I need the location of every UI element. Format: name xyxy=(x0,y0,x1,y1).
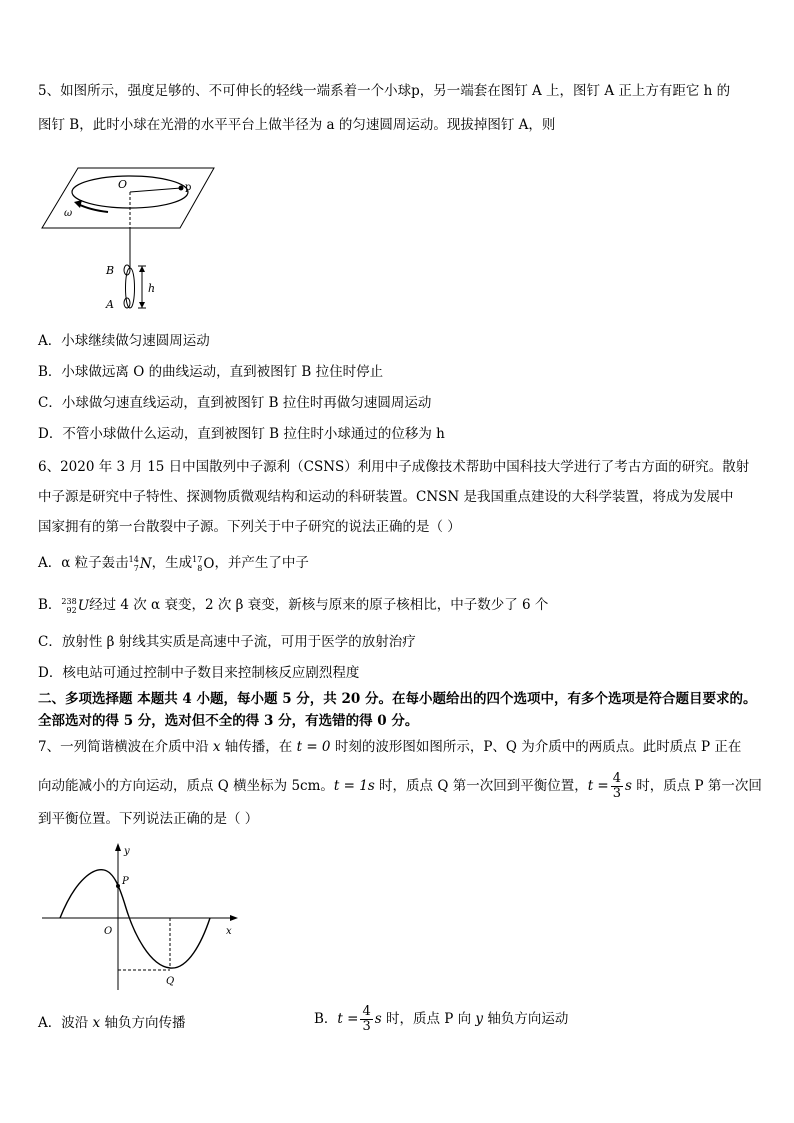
label-x: x xyxy=(226,926,232,937)
section2-line2: 全部选对的得 5 分，选对但不全的得 3 分，有选错的得 0 分。 xyxy=(38,713,419,729)
q7-line3: 到平衡位置。下列说法正确的是（ ） xyxy=(38,811,259,827)
q6-option-c: C．放射性 β 射线其实质是高速中子流，可用于医学的放射治疗 xyxy=(38,634,416,650)
q5-option-b: B．小球做远离 O 的曲线运动，直到被图钉 B 拉住时停止 xyxy=(38,364,384,380)
fraction-4-3: $\frac{4}{3}$ xyxy=(612,771,622,801)
q7-line2: 向动能减小的方向运动，质点 Q 横坐标为 5cm。t = 1s 时，质点 Q 第一次回到平衡位置，t = $\frac{4}{3}$ s 时，质点 P 第一次回 xyxy=(38,771,762,801)
fraction-4-3-b: $\frac{4}{3}$ xyxy=(362,1004,371,1034)
q6-line2: 中子源是研究中子特性、探测物质微观结构和运动的科研装置。CNSN 是我国重点建设的大科学装置，将成为发展中 xyxy=(38,489,734,505)
isotope-N14: 14 7 N xyxy=(128,554,152,573)
q6-line3: 国家拥有的第一台散裂中子源。下列关于中子研究的说法正确的是（ ） xyxy=(38,519,461,535)
q7-option-a: A．波沿 x 轴负方向传播 xyxy=(38,1015,186,1031)
label-A: A xyxy=(106,298,114,311)
q7-wave-figure xyxy=(38,838,248,996)
ball-p xyxy=(179,186,184,191)
label-Q: Q xyxy=(166,976,175,987)
q5-option-d: D．不管小球做什么运动，直到被图钉 B 拉住时小球通过的位移为 h xyxy=(38,426,445,442)
label-omega: ω xyxy=(64,208,73,219)
isotope-O17: 17 8 O xyxy=(192,554,215,573)
label-p: p xyxy=(185,182,192,193)
label-y: y xyxy=(124,846,130,857)
q6-option-d: D．核电站可通过控制中子数目来控制核反应剧烈程度 xyxy=(38,665,360,681)
q5-option-c: C．小球做匀速直线运动，直到被图钉 B 拉住时再做匀速圆周运动 xyxy=(38,395,432,411)
platform xyxy=(42,168,214,228)
q7-option-b: B．t = $\frac{4}{3}$ s 时，质点 P 向 y 轴负方向运动 xyxy=(314,1004,569,1034)
omega-arrowhead xyxy=(74,200,82,208)
point-P xyxy=(116,884,120,888)
q5-line1: 5、如图所示，强度足够的、不可伸长的轻线一端系着一个小球p，另一端套在图钉 A 上，图钉 A 正上方有距它 h 的 xyxy=(38,83,731,99)
radius-line xyxy=(130,188,181,192)
q5-line2: 图钉 B，此时小球在光滑的水平平台上做半径为 a 的匀速圆周运动。现拔掉图钉 A，则 xyxy=(38,117,556,133)
wave-curve xyxy=(60,870,210,968)
isotope-U238: 238 92 U xyxy=(61,596,90,615)
label-O: O xyxy=(118,178,128,191)
section2-line1: 二、多项选择题 本题共 4 小题，每小题 5 分，共 20 分。在每小题给出的四个选项中，有多个选项是符合题目要求的。 xyxy=(38,691,757,707)
q6-option-a: A．α 粒子轰击 14 7 N ，生成 17 8 O ，并产生了中子 xyxy=(38,554,309,573)
omega-arrow xyxy=(78,204,108,212)
label-h: h xyxy=(148,282,156,295)
label-O: O xyxy=(104,926,113,937)
label-P: P xyxy=(122,876,129,887)
q7-line1: 7、一列简谐横波在介质中沿 x 轴传播，在 t = 0 时刻的波形图如图所示，P、Q 为介质中的两质点。此时质点 P 正在 xyxy=(38,739,742,755)
q5-option-a: A．小球继续做匀速圆周运动 xyxy=(38,333,210,349)
q5-figure xyxy=(38,160,228,320)
q6-line1: 6、2020 年 3 月 15 日中国散列中子源利（CSNS）利用中子成像技术帮助中国科技大学进行了考古方面的研究。散射 xyxy=(38,459,750,475)
label-B: B xyxy=(106,264,115,277)
q6-option-b: B． 238 92 U 经过 4 次 α 衰变，2 次 β 衰变，新核与原来的原子核相比，中子数少了 6 个 xyxy=(38,596,549,615)
